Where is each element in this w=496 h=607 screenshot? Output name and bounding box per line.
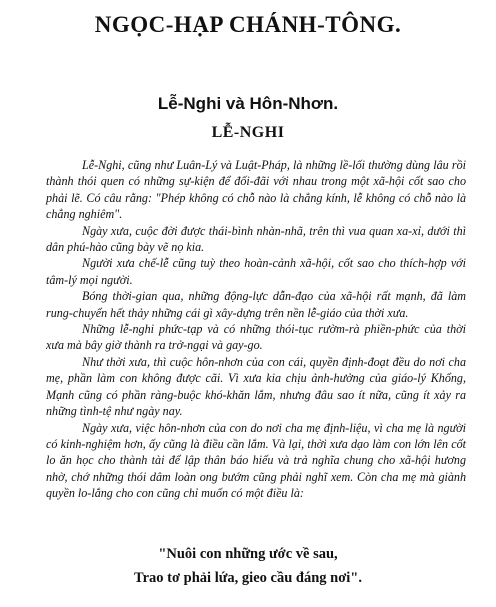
section-heading: Lễ-Nghi và Hôn-Nhơn.: [157, 94, 339, 113]
paragraph: Người xưa chế-lễ cũng tuỳ theo hoàn-cảnh xã-hội, cốt sao cho thích-hợp với tâm-lý mọi người.: [46, 256, 466, 287]
book-title: NGỌC-HẠP CHÁNH-TÔNG.: [94, 12, 402, 37]
verse-line: Trao tơ phải lứa, gieo cầu đáng nơi".: [134, 570, 362, 586]
paragraph: Ngày xưa, việc hôn-nhơn của con do nơi cha mẹ định-liệu, vì cha mẹ là người có kinh-nghiệm hơn, ấy cũng là điều cần lắm. Và lại, thời xưa dạo làm con lớn lên cốt lo ăn học cho thành tài để lập thân báo hiếu và trả nghĩa chung cho xã-hội hương nhờ, chớ những thói dâm loàn ong bướm cũng phải nghĩ xem. Còn cha mẹ mà giành quyền lo-lắng cho con cũng chỉ muốn có một điều là:: [46, 420, 466, 501]
paragraph: Lễ-Nghi, cũng như Luân-Lý và Luật-Pháp, là những lề-lối thường dùng lâu rồi thành thói quen có những sự-kiện để đối-đãi với nhau trong một xã-hội cốt sao cho phải lẽ. Có câu rằng: "Phép không có chỗ nào là chẳng kính, lễ không có chỗ nào là chẳng nghiêm".: [46, 158, 466, 222]
body-text: [46, 157, 466, 502]
paragraph: Như thời xưa, thì cuộc hôn-nhơn của con cái, quyền định-đoạt đều do nơi cha mẹ, phần làm con không được cãi. Vì xưa kia chịu ảnh-hưởng của giáo-lý Khổng, Mạnh cũng có phần ràng-buộc khó-khăn lắm, nhưng đâu sao ít nữa, cũng ít xảy ra những tình-tệ như ngày nay.: [46, 354, 466, 419]
paragraph: Những lễ-nghi phức-tạp và có những thói-tục rườm-rà phiền-phức của thời xưa mà bây giờ thành ra trở-ngại và gay-go.: [46, 322, 466, 353]
subsection-heading: LỄ-NGHI: [211, 124, 285, 141]
paragraph: Bóng thời-gian qua, những động-lực dẫn-đạo của xã-hội rất mạnh, đã làm rung-chuyển hết thảy những cái gì xây-dựng trên nền lễ-giáo của thời xưa.: [46, 289, 466, 320]
paragraph: Ngày xưa, cuộc đời được thái-bình nhàn-nhã, trên thì vua quan xa-xỉ, dưới thì dân phú-hào cũng bày vẽ nọ kia.: [46, 223, 466, 255]
verse-line: "Nuôi con những ước về sau,: [158, 546, 338, 562]
